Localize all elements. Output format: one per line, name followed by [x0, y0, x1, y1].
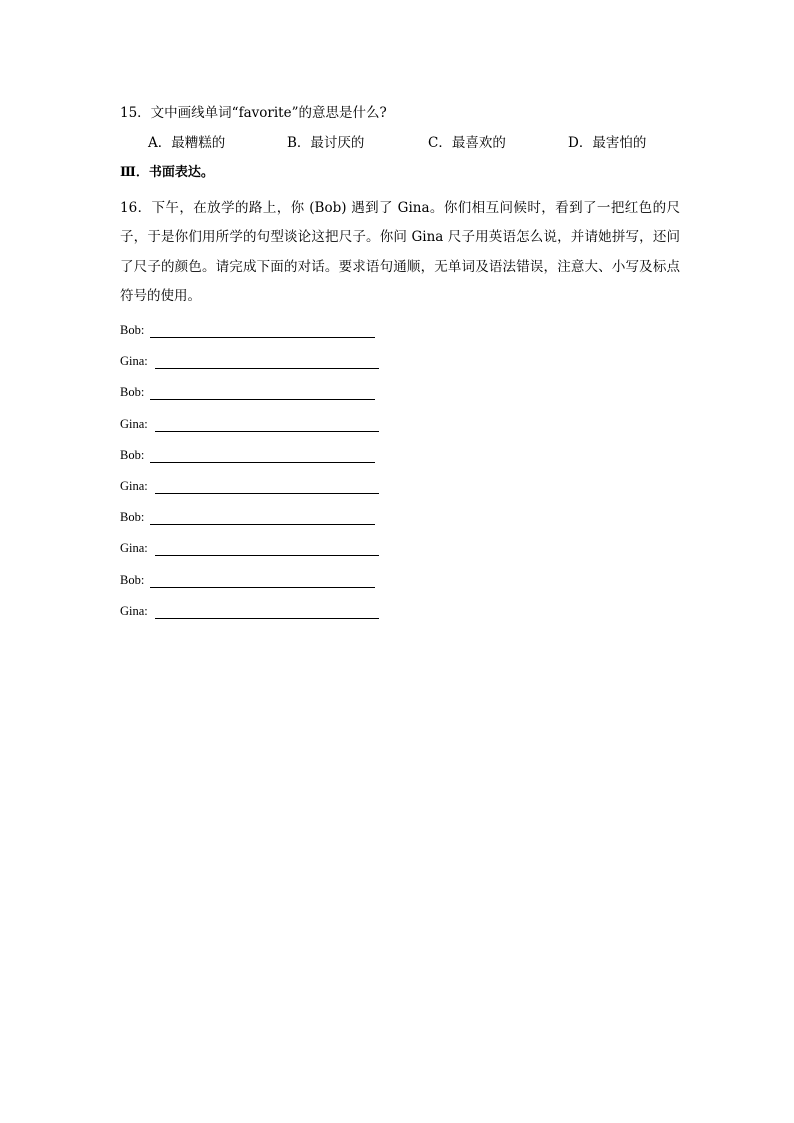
answer-blank[interactable]	[150, 524, 375, 525]
section-3-heading: Ⅲ．书面表达。	[120, 165, 214, 180]
answer-blank[interactable]	[155, 555, 379, 556]
question-15-options	[148, 134, 668, 152]
answer-blank[interactable]	[155, 368, 379, 369]
question-15-stem: 15．文中画线单词“favorite”的意思是什么?	[120, 105, 387, 121]
answer-blank[interactable]	[150, 399, 375, 400]
dialogue-line	[120, 478, 400, 509]
speaker-label: Bob:	[120, 385, 145, 400]
answer-blank[interactable]	[155, 493, 379, 494]
speaker-label: Bob:	[120, 572, 145, 587]
question-16-prompt: 16．下午，在放学的路上，你 (Bob) 遇到了 Gina。你们相互问候时，看到了一把红色的尺子，于是你们用所学的句型谈论这把尺子。你问 Gina 尺子用英语怎么说，并请她拼写，还问了尺子的颜色。请完成下面的对话。要求语句通顺，无单词及语法错误，注意大、小写及标点符号的使用。	[120, 200, 680, 304]
dialogue-line	[120, 540, 400, 571]
option-d: D．最害怕的	[568, 135, 647, 151]
answer-blank[interactable]	[150, 462, 375, 463]
dialogue-line	[120, 603, 400, 634]
answer-blank[interactable]	[155, 618, 379, 619]
answer-blank[interactable]	[150, 587, 375, 588]
speaker-label: Gina:	[120, 541, 148, 556]
speaker-label: Gina:	[120, 416, 148, 431]
dialogue-line	[120, 509, 400, 540]
dialogue-line	[120, 572, 400, 603]
dialogue-line	[120, 384, 400, 415]
speaker-label: Bob:	[120, 510, 145, 525]
option-c: C．最喜欢的	[428, 135, 506, 151]
speaker-label: Gina:	[120, 478, 148, 493]
dialogue-line	[120, 447, 400, 478]
speaker-label: Gina:	[120, 603, 148, 618]
option-b: B．最讨厌的	[287, 135, 365, 151]
dialogue-line	[120, 322, 400, 353]
dialogue-line	[120, 416, 400, 447]
speaker-label: Gina:	[120, 354, 148, 369]
speaker-label: Bob:	[120, 323, 145, 337]
answer-blank[interactable]	[155, 431, 379, 432]
dialogue-line	[120, 353, 400, 384]
speaker-label: Bob:	[120, 447, 145, 462]
dialogue-lines	[120, 322, 400, 634]
answer-blank[interactable]	[150, 337, 375, 338]
option-a: A．最糟糕的	[148, 135, 226, 151]
